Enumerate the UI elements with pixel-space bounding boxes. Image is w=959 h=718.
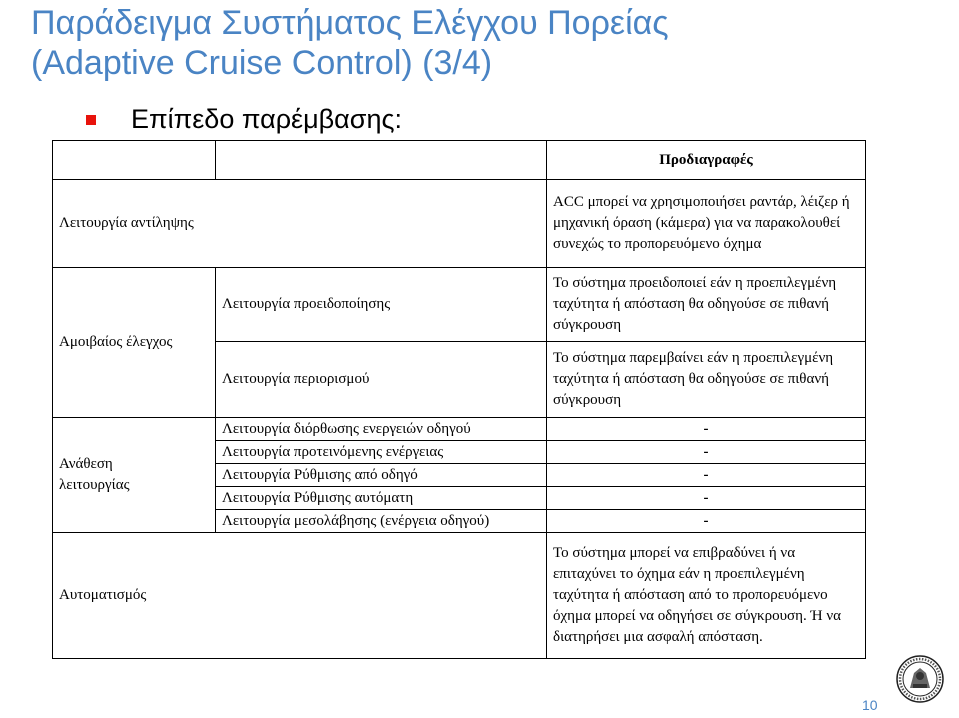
intervention-level-table xyxy=(52,140,866,659)
delegation-function: Λειτουργία διόρθωσης ενεργειών οδηγού xyxy=(216,418,547,441)
title-line-2: (Adaptive Cruise Control) (3/4) xyxy=(31,44,493,82)
limitation-spec: Το σύστημα παρεμβαίνει εάν η προεπιλεγμένη ταχύτητα ή απόσταση θα οδηγούσε σε πιθανή σύγκρουση xyxy=(547,342,866,418)
square-bullet-icon xyxy=(86,115,96,125)
bullet-text: Επίπεδο παρέμβασης: xyxy=(131,104,402,134)
delegation-spec: - xyxy=(547,464,866,487)
delegation-label: Ανάθεση λειτουργίας xyxy=(53,418,216,533)
table-row-delegation-1 xyxy=(53,418,866,441)
header-empty-cell xyxy=(216,141,547,180)
university-seal-icon xyxy=(896,655,944,703)
automation-label: Αυτοματισμός xyxy=(53,533,547,659)
delegation-spec: - xyxy=(547,510,866,533)
table-header-row xyxy=(53,141,866,180)
delegation-spec: - xyxy=(547,441,866,464)
warning-function: Λειτουργία προειδοποίησης xyxy=(216,268,547,342)
delegation-spec: - xyxy=(547,487,866,510)
table-row-automation xyxy=(53,533,866,659)
warning-spec: Το σύστημα προειδοποιεί εάν η προεπιλεγμένη ταχύτητα ή απόσταση θα οδηγούσε σε πιθανή σύγκρουση xyxy=(547,268,866,342)
delegation-function: Λειτουργία Ρύθμισης από οδηγό xyxy=(216,464,547,487)
page-number: 10 xyxy=(862,697,878,713)
delegation-function: Λειτουργία Ρύθμισης αυτόματη xyxy=(216,487,547,510)
perception-spec: ACC μπορεί να χρησιμοποιήσει ραντάρ, λέιζερ ή μηχανική όραση (κάμερα) για να παρακολουθεί συνεχώς το προπορευόμενο όχημα xyxy=(547,180,866,268)
mutual-control-label: Αμοιβαίος έλεγχος xyxy=(53,268,216,418)
automation-spec: Το σύστημα μπορεί να επιβραδύνει ή να επιταχύνει το όχημα εάν η προεπιλεγμένη ταχύτητα ή απόσταση από το προπορευόμενο όχημα μπορεί να οδηγήσει σε σύγκρουση. Ή να διατηρήσει μια ασφαλή απόσταση. xyxy=(547,533,866,659)
table-row-warning xyxy=(53,268,866,342)
title-line-1: Παράδειγμα Συστήματος Ελέγχου Πορείας xyxy=(31,4,669,42)
bullet-point xyxy=(86,104,402,135)
delegation-function: Λειτουργία προτεινόμενης ενέργειας xyxy=(216,441,547,464)
slide-title xyxy=(31,3,669,83)
header-empty-cell xyxy=(53,141,216,180)
delegation-spec: - xyxy=(547,418,866,441)
table-row-perception xyxy=(53,180,866,268)
limitation-function: Λειτουργία περιορισμού xyxy=(216,342,547,418)
perception-label: Λειτουργία αντίληψης xyxy=(53,180,547,268)
header-specs: Προδιαγραφές xyxy=(547,141,866,180)
delegation-function: Λειτουργία μεσολάβησης (ενέργεια οδηγού) xyxy=(216,510,547,533)
